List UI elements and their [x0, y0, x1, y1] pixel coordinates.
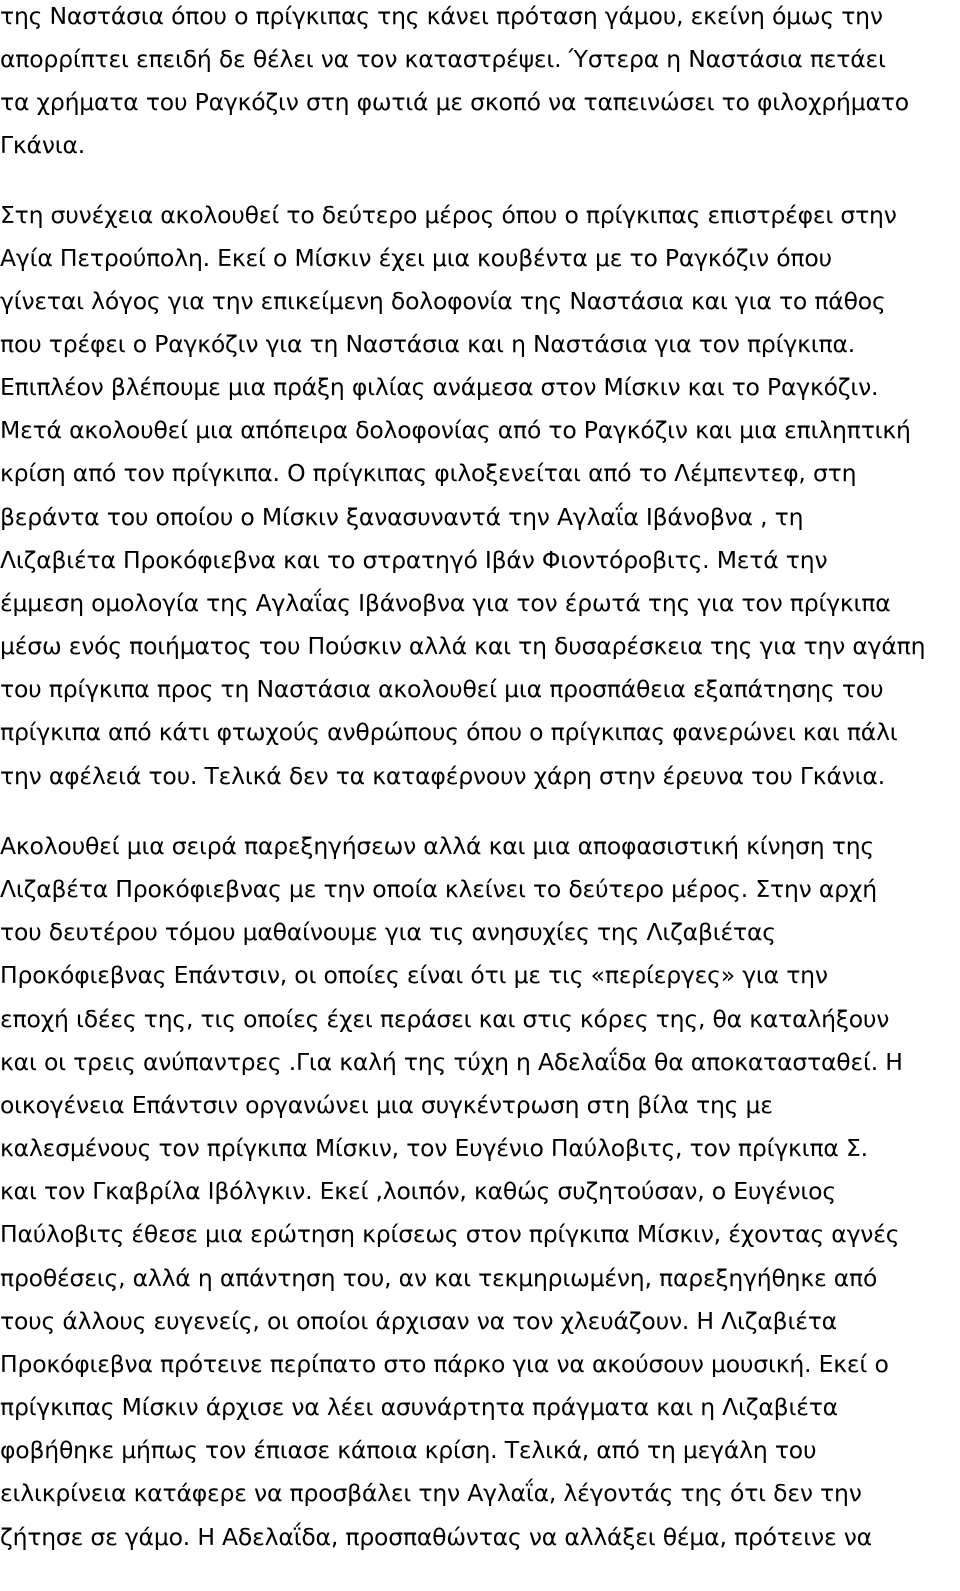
text-line: που τρέφει ο Ραγκόζιν για τη Ναστάσια και η Ναστάσια για τον πρίγκιπα. — [0, 330, 856, 358]
text-line: Αγία Πετρούπολη. Εκεί ο Μίσκιν έχει μια κουβέντα με το Ραγκόζιν όπου — [0, 244, 832, 272]
text-line: τους άλλους ευγενείς, οι οποίοι άρχισαν να τον χλευάζουν. Η Λιζαβιέτα — [0, 1307, 837, 1335]
text-line: τα χρήματα του Ραγκόζιν στη φωτιά με σκοπό να ταπεινώσει το φιλοχρήματο — [0, 88, 909, 116]
text-line: πρίγκιπας Μίσκιν άρχισε να λέει ασυνάρτητα πράγματα και η Λιζαβιέτα — [0, 1393, 838, 1421]
text-line: απορρίπτει επειδή δε θέλει να τον καταστρέψει. Ύστερα η Ναστάσια πετάει — [0, 45, 886, 73]
text-line: έμμεση ομολογία της Αγλαΐας Ιβάνοβνα για τον έρωτά της για τον πρίγκιπα — [0, 589, 891, 617]
text-line: Παύλοβιτς έθεσε μια ερώτηση κρίσεως στον πρίγκιπα Μίσκιν, έχοντας αγνές — [0, 1220, 900, 1248]
text-line: οικογένεια Επάντσιν οργανώνει μια συγκέντρωση στη βίλα της με — [0, 1091, 773, 1119]
text-line: Στη συνέχεια ακολουθεί το δεύτερο μέρος όπου ο πρίγκιπας επιστρέφει στην — [0, 201, 897, 229]
text-line: Προκόφιεβνας Επάντσιν, οι οποίες είναι ότι με τις «περίεργες» για την — [0, 961, 828, 989]
text-line: Λιζαβιέτα Προκόφιεβνα και το στρατηγό Ιβάν Φιοντόροβιτς. Μετά την — [0, 546, 828, 574]
text-line: του δευτέρου τόμου μαθαίνουμε για τις ανησυχίες της Λιζαβιέτας — [0, 918, 776, 946]
text-line: καλεσμένους τον πρίγκιπα Μίσκιν, τον Ευγένιο Παύλοβιτς, τον πρίγκιπα Σ. — [0, 1134, 868, 1162]
text-line: του πρίγκιπα προς τη Ναστάσια ακολουθεί μια προσπάθεια εξαπάτησης του — [0, 675, 884, 703]
text-line: της Ναστάσια όπου ο πρίγκιπας της κάνει πρόταση γάμου, εκείνη όμως την — [0, 2, 883, 30]
text-line: κρίση από τον πρίγκιπα. Ο πρίγκιπας φιλοξενείται από το Λέμπεντεφ, στη — [0, 459, 857, 487]
text-line: γίνεται λόγος για την επικείμενη δολοφονία της Ναστάσια και για το πάθος — [0, 287, 886, 315]
text-line: Λιζαβέτα Προκόφιεβνας με την οποία κλείνει το δεύτερο μέρος. Στην αρχή — [0, 875, 877, 903]
text-line: Ακολουθεί μια σειρά παρεξηγήσεων αλλά και μια αποφασιστική κίνηση της — [0, 832, 874, 860]
text-line: Προκόφιεβνα πρότεινε περίπατο στο πάρκο για να ακούσουν μουσική. Εκεί ο — [0, 1350, 889, 1378]
text-line: και τον Γκαβρίλα Ιβόλγκιν. Εκεί ,λοιπόν, καθώς συζητούσαν, ο Ευγένιος — [0, 1177, 836, 1205]
text-line: την αφέλειά του. Τελικά δεν τα καταφέρνουν χάρη στην έρευνα του Γκάνια. — [0, 762, 885, 790]
text-line: και οι τρεις ανύπαντρες .Για καλή της τύχη η Αδελαΐδα θα αποκατασταθεί. Η — [0, 1048, 903, 1076]
text-line: εποχή ιδέες της, τις οποίες έχει περάσει και στις κόρες της, θα καταλήξουν — [0, 1005, 890, 1033]
text-line: προθέσεις, αλλά η απάντηση του, αν και τεκμηριωμένη, παρεξηγήθηκε από — [0, 1264, 878, 1292]
text-line: Μετά ακολουθεί μια απόπειρα δολοφονίας από το Ραγκόζιν και μια επιληπτική — [0, 416, 911, 444]
text-line: Γκάνια. — [0, 131, 86, 159]
text-line: μέσω ενός ποιήματος του Πούσκιν αλλά και τη δυσαρέσκεια της για την αγάπη — [0, 632, 926, 660]
text-line: ζήτησε σε γάμο. Η Αδελαΐδα, προσπαθώντας να αλλάξει θέμα, πρότεινε να — [0, 1523, 872, 1551]
text-line: ειλικρίνεια κατάφερε να προσβάλει την Αγλαΐα, λέγοντάς της ότι δεν την — [0, 1479, 862, 1507]
text-line: πρίγκιπα από κάτι φτωχούς ανθρώπους όπου ο πρίγκιπας φανερώνει και πάλι — [0, 718, 898, 746]
text-line: φοβήθηκε μήπως τον έπιασε κάποια κρίση. Τελικά, από τη μεγάλη του — [0, 1436, 817, 1464]
text-line: βεράντα του οποίου ο Μίσκιν ξανασυναντά την Αγλαΐα Ιβάνοβνα , τη — [0, 503, 804, 531]
text-line: Επιπλέον βλέπουμε μια πράξη φιλίας ανάμεσα στον Μίσκιν και το Ραγκόζιν. — [0, 373, 879, 401]
